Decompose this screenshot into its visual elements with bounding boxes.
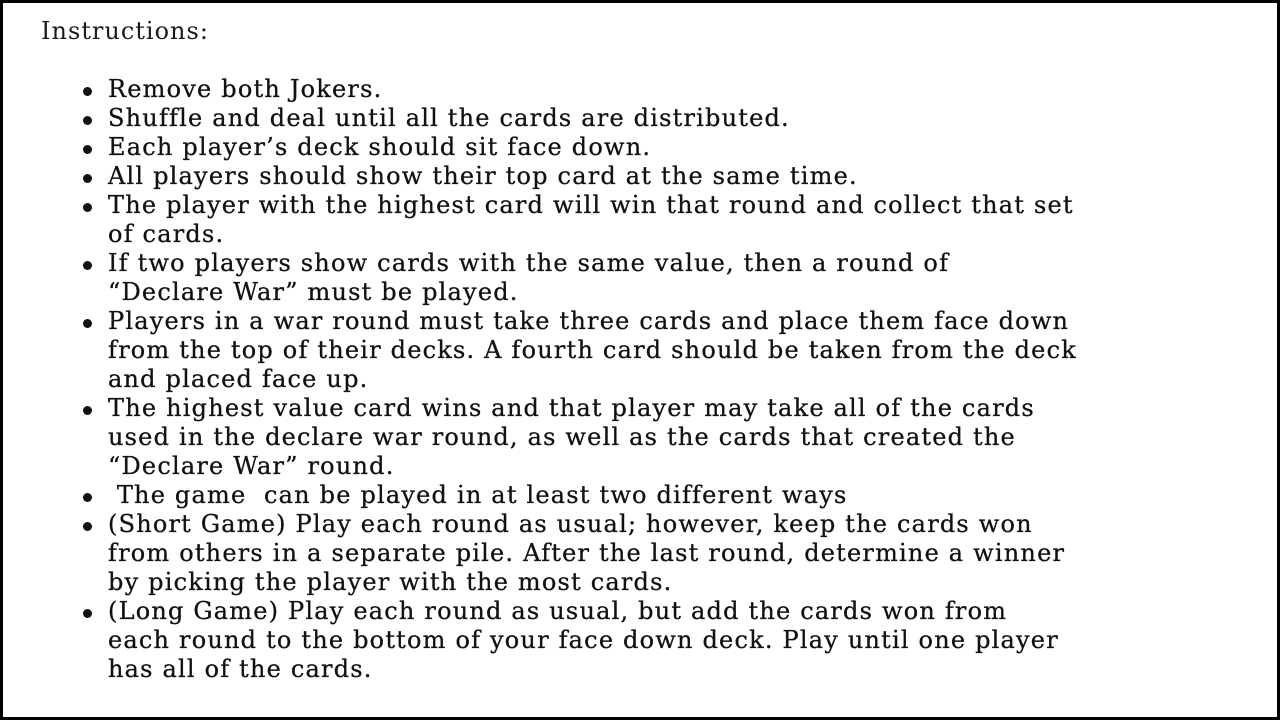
bullet-icon	[83, 261, 92, 270]
bullet-icon	[83, 522, 92, 531]
list-item-line: Players in a war round must take three cards and place them face down	[108, 307, 1070, 335]
bullet-icon	[83, 174, 92, 183]
list-item	[83, 307, 1233, 394]
instructions-heading: Instructions:	[41, 17, 209, 45]
list-item-line: and placed face up.	[108, 365, 369, 393]
list-item	[83, 249, 1233, 307]
list-item	[83, 597, 1233, 684]
list-item-line: (Long Game) Play each round as usual, but add the cards won from	[108, 597, 1008, 625]
list-item-line: from others in a separate pile. After the last round, determine a winner	[108, 539, 1066, 567]
list-item-line: each round to the bottom of your face down deck. Play until one player	[108, 626, 1059, 654]
bullet-icon	[83, 203, 92, 212]
list-item-line: Each player’s deck should sit face down.	[108, 133, 652, 161]
bullet-icon	[83, 87, 92, 96]
list-item	[83, 162, 1233, 191]
list-item-line: “Declare War” round.	[108, 452, 395, 480]
list-item	[83, 104, 1233, 133]
list-item-line: If two players show cards with the same value, then a round of	[108, 249, 950, 277]
bullet-icon	[83, 319, 92, 328]
bullet-icon	[83, 116, 92, 125]
list-item-line: Remove both Jokers.	[108, 75, 383, 103]
list-item-line: The player with the highest card will win that round and collect that set	[108, 191, 1074, 219]
list-item-line: Shuffle and deal until all the cards are distributed.	[108, 104, 790, 132]
list-item-line: The game can be played in at least two different ways	[108, 481, 848, 509]
list-item	[83, 510, 1233, 597]
list-item-line: “Declare War” must be played.	[108, 278, 519, 306]
list-item-line: from the top of their decks. A fourth card should be taken from the deck	[108, 336, 1077, 364]
list-item-line: used in the declare war round, as well as the cards that created the	[108, 423, 1016, 451]
list-item	[83, 481, 1233, 510]
bullet-icon	[83, 406, 92, 415]
list-item	[83, 75, 1233, 104]
list-item	[83, 133, 1233, 162]
bullet-icon	[83, 609, 92, 618]
list-item	[83, 394, 1233, 481]
list-item-line: by picking the player with the most cards.	[108, 568, 673, 596]
list-item	[83, 191, 1233, 249]
list-item-line: of cards.	[108, 220, 225, 248]
list-item-line: (Short Game) Play each round as usual; however, keep the cards won	[108, 510, 1033, 538]
list-item-line: The highest value card wins and that player may take all of the cards	[108, 394, 1035, 422]
instructions-list	[83, 75, 1233, 684]
bullet-icon	[83, 493, 92, 502]
bullet-icon	[83, 145, 92, 154]
list-item-line: All players should show their top card at the same time.	[108, 162, 858, 190]
list-item-line: has all of the cards.	[108, 655, 373, 683]
document-page	[3, 3, 1277, 717]
